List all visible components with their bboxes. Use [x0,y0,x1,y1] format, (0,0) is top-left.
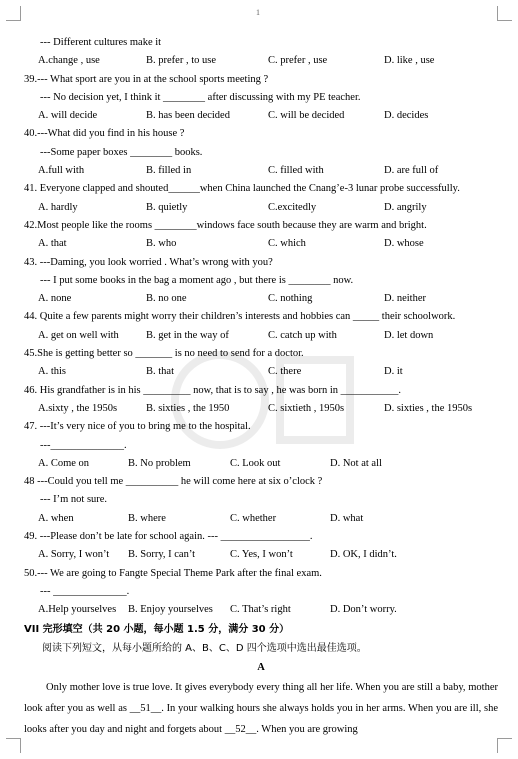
dialogue-line: --- No decision yet, I think it ________ after discussing with my PE teacher. [40,91,361,103]
option-b: B. filled in [146,165,192,177]
option-a: A. hardly [38,201,78,213]
question-stem: 40.---What did you find in his house ? [24,128,185,140]
question-stem: 45.She is getting better so _______ is no need to send for a doctor. [24,348,304,360]
question-stem: 44. Quite a few parents might worry their children’s interests and hobbies can _____ their schoolwork. [24,311,456,323]
option-row [24,400,498,418]
option-c: C. sixtieth , 1950s [268,402,345,414]
option-d: D. decides [384,110,429,122]
dialogue-line: ---Some paper boxes ________ books. [40,146,203,158]
option-a: A. this [38,366,67,378]
question-stem: 49. ---Please don’t be late for school again. --- _________________. [24,531,313,543]
option-b: B. Enjoy yourselves [128,604,213,616]
option-a: A. Sorry, I won’t [38,549,110,561]
option-b: B. that [146,366,174,378]
option-d: D. whose [384,238,424,250]
option-b: B. where [128,512,166,524]
option-d: D. Not at all [330,457,382,469]
question-stem: 48 ---Could you tell me __________ he will come here at six o’clock ? [24,476,323,488]
option-b: B. who [146,238,177,250]
question-stem: 41. Everyone clapped and shouted______when China launched the Cnang’e-3 lunar probe successfully. [24,183,460,195]
question-stem: 46. His grandfather is in his _________ now, that is to say , he was born in ___________. [24,384,401,396]
option-c: C. which [268,238,306,250]
option-c: C. there [268,366,302,378]
header-mark: 1 [256,8,260,17]
option-b: B. get in the way of [146,329,229,341]
option-d: D. angrily [384,201,427,213]
option-row [24,290,498,308]
question-stem: 47. ---It’s very nice of you to bring me to the hospital. [24,421,251,433]
dialogue-line: --- I put some books in the bag a moment ago , but there is ________ now. [40,274,354,286]
dialogue-line: --- I’m not sure. [40,494,108,506]
option-a: A. will decide [38,110,98,122]
crop-mark-bottom-left [6,738,21,753]
passage-label: A [257,661,265,673]
option-a: A.full with [38,165,85,177]
option-d: D. sixties , the 1950s [384,402,473,414]
option-b: B. Sorry, I can’t [128,549,196,561]
exam-content [24,34,498,740]
dialogue-line: --- ______________. [40,585,130,597]
option-c: C. nothing [268,293,313,305]
section-title: VII 完形填空（共 20 小题，每小题 1.5 分，满分 30 分） [24,623,290,635]
option-row [24,235,498,253]
dialogue-line: --- Different cultures make it [40,37,162,48]
passage-paragraph: Only mother love is true love. It gives everybody every thing all her life. When you are still a baby, mother look after you as well as __51__. In your walking hours she always holds you in her arms. When you are ill, she looks after you day and night and forgets about __52__. When you are growing [24,681,498,735]
option-b: B. sixties , the 1950 [146,402,230,414]
option-d: D. it [384,366,403,378]
option-c: C. Look out [230,457,281,469]
dialogue-line: ---______________. [40,439,127,451]
option-c: C. catch up with [268,329,337,341]
option-b: B. has been decided [146,110,230,122]
option-row [24,327,498,345]
question-stem: 42.Most people like the rooms ________windows face south because they are warm and bright. [24,219,427,231]
option-c: C. That’s right [230,604,291,616]
option-d: D. neither [384,293,426,305]
option-c: C. whether [230,512,277,524]
option-a: A.change , use [38,55,100,67]
option-c: C. prefer , use [268,55,328,67]
crop-mark-top-right [497,6,512,21]
option-c: C.excitedly [268,201,317,213]
option-b: B. quietly [146,201,188,213]
question-stem: 50.--- We are going to Fangte Special Theme Park after the final exam. [24,567,322,579]
option-row [24,601,498,619]
option-a: A. get on well with [38,329,119,341]
option-c: C. will be decided [268,110,345,122]
question-stem: 39.--- What sport are you in at the school sports meeting ? [24,73,269,85]
option-row [24,162,498,180]
option-row [24,107,498,125]
option-row [24,52,498,70]
option-a: A. when [38,512,74,524]
option-d: D. let down [384,329,434,341]
option-c: C. filled with [268,165,324,177]
question-stem: 43. ---Daming, you look worried . What’s wrong with you? [24,256,273,268]
option-row [24,199,498,217]
option-d: D. are full of [384,165,439,177]
option-a: A. Come on [38,457,90,469]
option-b: B. no one [146,293,187,305]
section-instruction: 阅读下列短文，从每小题所给的 A、B、C、D 四个选项中选出最佳选项。 [42,642,367,654]
option-row [24,363,498,381]
option-a: A. none [38,293,72,305]
option-b: B. prefer , to use [146,55,216,67]
option-d: D. OK, I didn’t. [330,549,397,561]
option-row [24,455,498,473]
option-d: D. like , use [384,55,435,67]
option-row [24,546,498,564]
crop-mark-top-left [6,6,21,21]
crop-mark-bottom-right [497,738,512,753]
option-a: A.Help yourselves [38,604,117,616]
option-c: C. Yes, I won’t [230,549,293,561]
option-row [24,510,498,528]
option-d: D. what [330,512,364,524]
option-a: A. that [38,238,67,250]
option-a: A.sixty , the 1950s [38,402,118,414]
option-b: B. No problem [128,457,191,469]
option-d: D. Don’t worry. [330,604,397,616]
